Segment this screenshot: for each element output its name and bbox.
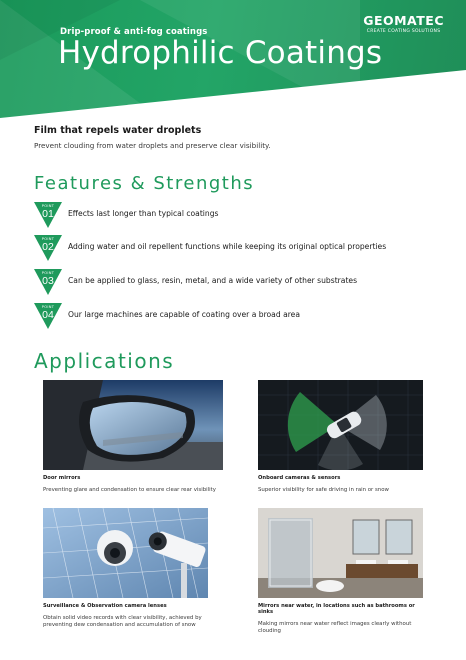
feature-item-4: [34, 303, 454, 329]
badge-label: POINT: [41, 237, 55, 241]
point-badge: [34, 269, 62, 295]
application-card-onboard-cameras: [258, 380, 423, 494]
header-subtitle: Drip-proof & anti-fog coatings: [60, 27, 208, 37]
feature-text: Can be applied to glass, resin, metal, and a wide variety of other substrates: [68, 276, 358, 285]
surveillance-camera-photo: [43, 508, 208, 598]
application-caption: Door mirrors: [43, 475, 81, 481]
feature-item-3: [34, 269, 454, 295]
badge-label: POINT: [41, 305, 55, 309]
application-caption: Onboard cameras & sensors: [258, 475, 341, 481]
badge-label: POINT: [41, 204, 55, 208]
point-badge: [34, 202, 62, 228]
badge-number: 01: [42, 208, 54, 220]
application-description: Preventing glare and condensation to ensure clear rear visibility: [43, 487, 216, 493]
car-sensor-photo: [258, 380, 423, 470]
features-heading: Features & Strengths: [34, 173, 255, 194]
logo-tagline: CREATE COATING SOLUTIONS: [366, 29, 441, 34]
point-badge: [34, 235, 62, 261]
header-banner: [0, 0, 466, 118]
application-description: Making mirrors near water reflect images clearly without clouding: [258, 621, 412, 635]
feature-text: Our large machines are capable of coating over a broad area: [68, 310, 300, 319]
badge-number: 02: [42, 241, 54, 253]
page-title: Hydrophilic Coatings: [58, 35, 383, 71]
header-diagonal-edge: [0, 70, 466, 118]
logo-name: GEOMATEC: [363, 13, 444, 28]
application-card-bathroom-mirrors: [258, 508, 423, 636]
application-description: Superior visibility for safe driving in rain or snow: [258, 487, 389, 493]
feature-item-1: [34, 202, 454, 228]
intro-text: Prevent clouding from water droplets and preserve clear visibility.: [34, 141, 271, 150]
application-card-door-mirrors: [43, 380, 223, 494]
intro-heading: Film that repels water droplets: [34, 125, 202, 136]
badge-number: 04: [42, 309, 54, 321]
application-description: Obtain solid video records with clear visibility, achieved by preventing dew condensation and accumulation of snow: [43, 615, 202, 629]
point-badge: [34, 303, 62, 329]
feature-text: Effects last longer than typical coatings: [68, 209, 219, 218]
applications-heading: Applications: [34, 349, 175, 373]
application-caption: Surveillance & Observation camera lenses: [43, 603, 167, 609]
feature-text: Adding water and oil repellent functions while keeping its original optical properties: [68, 242, 387, 251]
feature-item-2: [34, 235, 454, 261]
company-logo: [363, 13, 444, 34]
application-card-surveillance: [43, 508, 208, 630]
bathroom-photo: [258, 508, 423, 598]
badge-number: 03: [42, 275, 54, 287]
door-mirror-photo: [43, 380, 223, 470]
application-caption: Mirrors near water, in locations such as bathrooms or sinks: [258, 603, 415, 615]
badge-label: POINT: [41, 271, 55, 275]
